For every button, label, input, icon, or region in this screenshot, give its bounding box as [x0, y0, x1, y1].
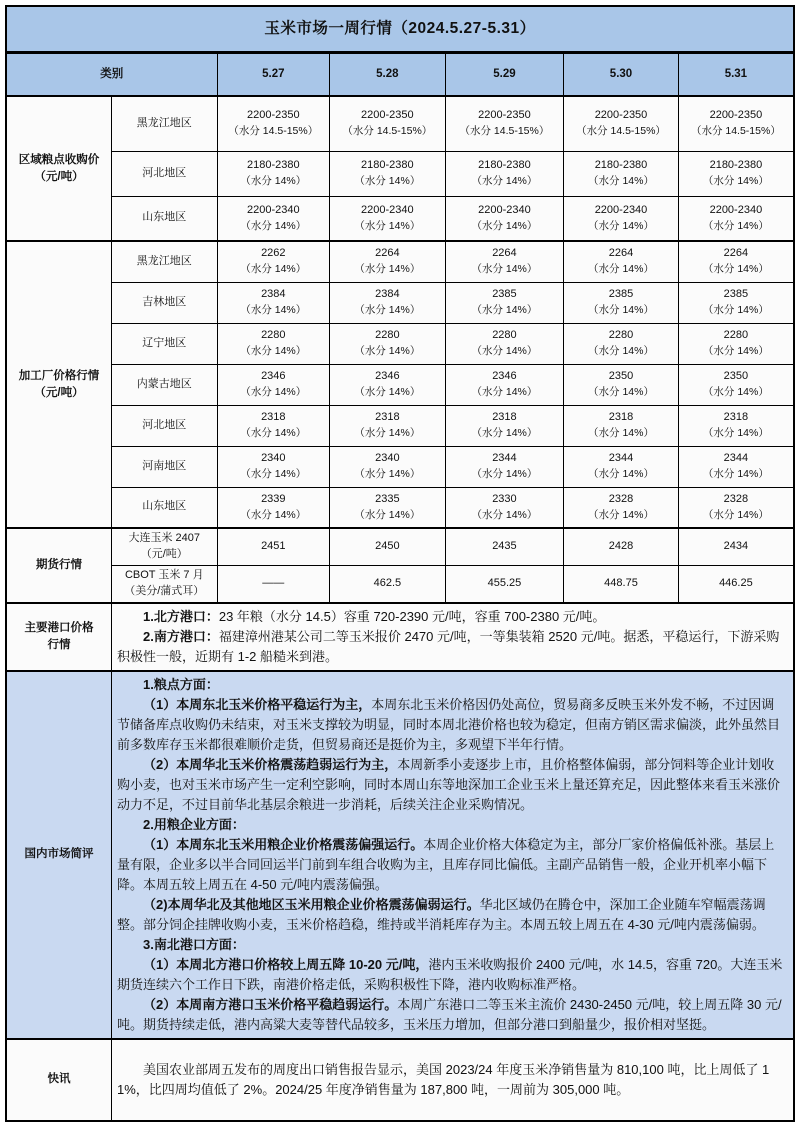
price-cell	[678, 323, 794, 364]
moisture-note: （水分 14%）	[240, 344, 307, 357]
price-cell	[564, 487, 679, 528]
price-value: 2346	[375, 369, 400, 382]
date-header-2: 5.28	[330, 53, 446, 97]
price-value: 2385	[723, 287, 749, 300]
price-cell	[330, 196, 446, 241]
region-label: 黑龙江地区	[112, 96, 218, 151]
price-cell	[678, 96, 794, 151]
price-cell	[217, 96, 330, 151]
table-row	[6, 364, 794, 405]
table-row	[6, 528, 794, 565]
price-value: 2384	[261, 287, 286, 300]
price-cell	[564, 96, 679, 151]
price-value: 2346	[261, 369, 286, 382]
paragraph-text: 本周企业价格大体稳定为主，部分厂家价格偏低补涨。基层上量有限，企业多以半合同回运半门前到车组合收购为主，且库存同比偏低。主副产品销售一般，企业开机率小幅下降。本周五较上周五在 4-50 元/吨内震荡偏强。	[117, 836, 775, 892]
commentary-paragraph	[117, 935, 787, 955]
moisture-note: （水分 14%）	[702, 508, 769, 521]
commentary-paragraph	[117, 995, 787, 1035]
price-value: 2200-2340	[361, 203, 414, 216]
table-row	[6, 603, 794, 671]
contract-name-line2: （美分/蒲式耳）	[124, 584, 205, 597]
moisture-note: （水分 14%）	[702, 467, 769, 480]
moisture-note: （水分 14%）	[702, 426, 769, 439]
paragraph-lead: （2)本周华北及其他地区玉米用粮企业价格震荡偏弱运行。	[143, 896, 480, 912]
commentary-content	[112, 671, 794, 1039]
price-value: 2200-2340	[247, 203, 300, 216]
price-cell	[330, 151, 446, 196]
moisture-note: （水分 14%）	[354, 344, 421, 357]
date-header-3: 5.29	[445, 53, 564, 97]
price-cell: 2428	[564, 528, 679, 565]
moisture-note: （水分 14%）	[471, 467, 538, 480]
price-value: 2340	[261, 451, 286, 464]
news-content	[112, 1039, 794, 1121]
moisture-note: （水分 14%）	[471, 263, 538, 276]
moisture-note: （水分 14%）	[702, 174, 769, 187]
moisture-note: （水分 14%）	[354, 426, 421, 439]
paragraph-text: 本周新季小麦逐步上市，且价格整体偏弱，部分饲料等企业计划收购小麦，也对玉米市场产生一定利空影响，同时本周山东等地深加工企业玉米上量还算充足，因此整体来看玉米涨价动力不足，不过目前华北基层余粮进一步消耗，后续关注企业采购情况。	[117, 756, 781, 812]
price-value: 2350	[723, 369, 749, 382]
section-label-line2: 行情	[47, 638, 71, 651]
price-value: 2180-2380	[594, 158, 648, 171]
futures-contract-label	[112, 528, 218, 565]
moisture-note: （水分 14%）	[354, 263, 421, 276]
price-cell	[564, 323, 679, 364]
price-cell	[330, 241, 446, 282]
price-value: 2262	[261, 247, 286, 260]
section-label-line2: （元/吨）	[34, 170, 84, 183]
moisture-note: （水分 14%）	[354, 508, 421, 521]
price-cell: 2434	[678, 528, 794, 565]
price-cell: ——	[217, 565, 330, 602]
price-cell	[564, 446, 679, 487]
price-value: 2385	[608, 287, 634, 300]
moisture-note: （水分 14%）	[354, 303, 421, 316]
paragraph-text: 本周东北玉米价格因仍处高位，贸易商多反映玉米外发不畅，不过因调节储备库点收购仍未结束，对玉米支撑较为明显，同时本周北港价格也较为稳定，但南方销区需求偏淡，此外虽然目前多数库存玉米都很难顺价走货，但贸易商还是挺价为主，多观望下半年行情。	[117, 696, 781, 752]
price-cell	[678, 282, 794, 323]
section-label-factory-price	[6, 241, 112, 528]
title-row	[6, 6, 794, 53]
price-cell: 448.75	[564, 565, 679, 602]
moisture-note: （水分 14.5-15%）	[228, 125, 319, 138]
price-value: 2264	[375, 247, 400, 260]
paragraph-lead: 1.北方港口：	[143, 608, 219, 624]
futures-contract-label	[112, 565, 218, 602]
moisture-note: （水分 14.5-15%）	[342, 125, 433, 138]
ports-paragraph	[117, 607, 787, 627]
price-cell	[678, 405, 794, 446]
price-cell: 446.25	[678, 565, 794, 602]
price-cell	[217, 151, 330, 196]
price-value: 2200-2340	[478, 203, 531, 216]
price-cell	[330, 96, 446, 151]
price-cell	[217, 405, 330, 446]
price-cell	[330, 446, 446, 487]
paragraph-lead: 2.用粮企业方面：	[143, 816, 245, 832]
date-header-5: 5.31	[678, 53, 794, 97]
price-cell	[217, 446, 330, 487]
price-value: 2280	[492, 328, 517, 341]
paragraph-text: 本周广东港口二等玉米主流价 2430-2450 元/吨，较上周五降 30 元/吨。期货持续走低，港内高粱大麦等替代品较多，玉米压力增加，但部分港口到船量少，报价相对坚挺。	[117, 996, 782, 1032]
contract-name-line2: （元/吨）	[140, 547, 188, 560]
moisture-note: （水分 14%）	[471, 219, 538, 232]
price-value: 2264	[492, 247, 517, 260]
price-value: 2180-2380	[478, 158, 531, 171]
price-cell	[678, 487, 794, 528]
table-row	[6, 282, 794, 323]
moisture-note: （水分 14%）	[471, 426, 538, 439]
moisture-note: （水分 14%）	[588, 303, 654, 316]
price-cell	[330, 405, 446, 446]
price-value: 2280	[261, 328, 286, 341]
moisture-note: （水分 14%）	[471, 174, 538, 187]
moisture-note: （水分 14%）	[471, 508, 538, 521]
price-value: 2340	[375, 451, 400, 464]
moisture-note: （水分 14%）	[240, 174, 307, 187]
price-cell	[217, 282, 330, 323]
section-label-line1: 主要港口价格	[24, 622, 94, 635]
price-cell	[217, 487, 330, 528]
price-value: 2344	[723, 451, 749, 464]
price-value: 2328	[723, 492, 749, 505]
price-cell	[678, 151, 794, 196]
moisture-note: （水分 14%）	[240, 385, 307, 398]
table-row	[6, 1039, 794, 1121]
price-value: 2385	[492, 287, 517, 300]
moisture-note: （水分 14%）	[588, 263, 654, 276]
table-row	[6, 671, 794, 1039]
section-label-region-purchase	[6, 96, 112, 241]
contract-name-line1: 大连玉米 2407	[128, 532, 201, 544]
price-value: 2200-2350	[478, 109, 531, 122]
date-header-1: 5.27	[217, 53, 330, 97]
ports-paragraph	[117, 627, 787, 667]
table-row	[6, 323, 794, 364]
region-label: 内蒙古地区	[112, 364, 218, 405]
moisture-note: （水分 14%）	[471, 303, 538, 316]
price-cell	[564, 364, 679, 405]
price-value: 2330	[492, 492, 517, 505]
paragraph-lead: 1.粮点方面：	[143, 676, 219, 692]
price-cell	[445, 446, 564, 487]
ports-content	[112, 603, 794, 671]
price-value: 2280	[608, 328, 634, 341]
corn-market-table	[5, 5, 795, 1122]
region-label: 吉林地区	[112, 282, 218, 323]
table-row	[6, 96, 794, 151]
paragraph-text: 23 年粮（水分 14.5）容重 720-2390 元/吨，容重 700-2380 元/吨。	[218, 608, 606, 624]
price-cell	[564, 196, 679, 241]
moisture-note: （水分 14%）	[702, 385, 769, 398]
price-cell	[564, 151, 679, 196]
moisture-note: （水分 14%）	[471, 344, 538, 357]
section-label-news: 快讯	[6, 1039, 112, 1121]
price-value: 2200-2350	[709, 109, 763, 122]
region-label: 山东地区	[112, 196, 218, 241]
price-value: 2318	[375, 410, 400, 423]
region-label: 辽宁地区	[112, 323, 218, 364]
commentary-paragraph	[117, 675, 787, 695]
region-label: 河北地区	[112, 405, 218, 446]
price-cell	[564, 405, 679, 446]
moisture-note: （水分 14%）	[354, 385, 421, 398]
price-cell	[330, 364, 446, 405]
region-label: 黑龙江地区	[112, 241, 218, 282]
price-cell	[217, 323, 330, 364]
table-row	[6, 446, 794, 487]
commentary-paragraph	[117, 835, 787, 895]
moisture-note: （水分 14%）	[240, 303, 307, 316]
moisture-note: （水分 14%）	[240, 426, 307, 439]
moisture-note: （水分 14.5-15%）	[690, 125, 781, 138]
price-value: 2328	[608, 492, 634, 505]
price-value: 2200-2350	[361, 109, 414, 122]
moisture-note: （水分 14%）	[702, 303, 769, 316]
price-cell	[445, 241, 564, 282]
moisture-note: （水分 14%）	[702, 219, 769, 232]
price-value: 2264	[723, 247, 749, 260]
price-value: 2318	[492, 410, 517, 423]
price-cell	[678, 446, 794, 487]
paragraph-text: 福建漳州港某公司二等玉米报价 2470 元/吨，一等集装箱 2520 元/吨。据悉，平稳运行，下游采购积极性一般，近期有 1-2 船糙米到港。	[117, 628, 780, 664]
price-cell	[445, 196, 564, 241]
commentary-paragraph	[117, 955, 787, 995]
price-value: 2200-2340	[709, 203, 763, 216]
price-cell	[217, 241, 330, 282]
price-value: 2200-2350	[247, 109, 300, 122]
commentary-paragraph	[117, 815, 787, 835]
paragraph-lead: （1）本周北方港口价格较上周五降 10-20 元/吨，	[143, 956, 429, 972]
price-value: 2280	[375, 328, 400, 341]
price-cell	[445, 405, 564, 446]
paragraph-lead: （1）本周东北玉米价格平稳运行为主，	[143, 696, 372, 712]
price-value: 2344	[608, 451, 634, 464]
price-value: 2384	[375, 287, 400, 300]
price-cell	[445, 96, 564, 151]
moisture-note: （水分 14%）	[240, 467, 307, 480]
commentary-paragraph	[117, 755, 787, 815]
price-value: 2318	[723, 410, 749, 423]
moisture-note: （水分 14%）	[588, 174, 654, 187]
moisture-note: （水分 14.5-15%）	[459, 125, 550, 138]
paragraph-lead: （1）本周东北玉米用粮企业价格震荡偏强运行。	[143, 836, 424, 852]
price-cell	[678, 364, 794, 405]
date-header-4: 5.30	[564, 53, 679, 97]
moisture-note: （水分 14%）	[354, 219, 421, 232]
section-label-futures: 期货行情	[6, 528, 112, 603]
category-header: 类别	[6, 53, 217, 97]
price-cell	[678, 241, 794, 282]
price-value: 2200-2350	[594, 109, 648, 122]
region-label: 山东地区	[112, 487, 218, 528]
price-cell	[564, 282, 679, 323]
commentary-paragraph	[117, 695, 787, 755]
price-cell: 2435	[445, 528, 564, 565]
table-row	[6, 487, 794, 528]
table-row	[6, 565, 794, 602]
price-value: 2200-2340	[594, 203, 648, 216]
header-row	[6, 53, 794, 97]
price-cell: 2451	[217, 528, 330, 565]
contract-name-line1: CBOT 玉米 7 月	[124, 568, 204, 581]
price-cell	[678, 196, 794, 241]
price-value: 2280	[723, 328, 749, 341]
price-cell	[445, 151, 564, 196]
price-cell	[330, 487, 446, 528]
moisture-note: （水分 14%）	[702, 263, 769, 276]
price-cell	[330, 282, 446, 323]
price-cell	[217, 364, 330, 405]
commentary-paragraph	[117, 895, 787, 935]
moisture-note: （水分 14.5-15%）	[576, 125, 666, 138]
moisture-note: （水分 14%）	[240, 508, 307, 521]
moisture-note: （水分 14%）	[471, 385, 538, 398]
paragraph-text: 港内玉米收购报价 2400 元/吨，水 14.5，容重 720。大连玉米期货连续六个工作日下跌，南港价格走低，采购积极性下降，港内收购标准严格。	[117, 956, 783, 992]
moisture-note: （水分 14%）	[702, 344, 769, 357]
price-value: 2180-2380	[709, 158, 763, 171]
moisture-note: （水分 14%）	[588, 467, 654, 480]
paragraph-lead: （2）本周南方港口玉米价格平稳趋弱运行。	[143, 996, 398, 1012]
price-cell	[217, 196, 330, 241]
region-label: 河南地区	[112, 446, 218, 487]
price-cell	[330, 323, 446, 364]
moisture-note: （水分 14%）	[588, 344, 654, 357]
price-value: 2318	[608, 410, 634, 423]
moisture-note: （水分 14%）	[588, 385, 654, 398]
section-label-line1: 区域粮点收购价	[18, 153, 100, 166]
moisture-note: （水分 14%）	[588, 219, 654, 232]
price-value: 2350	[608, 369, 634, 382]
section-label-line1: 加工厂价格行情	[18, 369, 100, 382]
moisture-note: （水分 14%）	[240, 263, 307, 276]
section-label-line2: （元/吨）	[34, 386, 84, 399]
price-value: 2335	[375, 492, 400, 505]
table-row	[6, 405, 794, 446]
moisture-note: （水分 14%）	[354, 174, 421, 187]
price-cell	[445, 323, 564, 364]
table-row	[6, 196, 794, 241]
moisture-note: （水分 14%）	[588, 508, 654, 521]
section-label-ports	[6, 603, 112, 671]
page-title: 玉米市场一周行情（2024.5.27-5.31）	[6, 6, 794, 53]
price-value: 2344	[492, 451, 517, 464]
region-label: 河北地区	[112, 151, 218, 196]
price-cell	[564, 241, 679, 282]
news-paragraph: 美国农业部周五发布的周度出口销售报告显示，美国 2023/24 年度玉米净销售量为 810,100 吨，比上周低了 11%，比四周均值低了 2%。2024/25 年度净销售量为 187,800 吨，一周前为 305,000 吨。	[117, 1061, 770, 1097]
price-value: 2318	[261, 410, 286, 423]
table-row	[6, 151, 794, 196]
moisture-note: （水分 14%）	[240, 219, 307, 232]
price-value: 2180-2380	[361, 158, 414, 171]
moisture-note: （水分 14%）	[588, 426, 654, 439]
table-row	[6, 241, 794, 282]
paragraph-lead: （2）本周华北玉米价格震荡趋弱运行为主，	[143, 756, 398, 772]
price-cell: 462.5	[330, 565, 446, 602]
moisture-note: （水分 14%）	[354, 467, 421, 480]
price-cell	[445, 364, 564, 405]
section-label-commentary: 国内市场简评	[6, 671, 112, 1039]
price-value: 2346	[492, 369, 517, 382]
paragraph-lead: 2.南方港口：	[143, 628, 219, 644]
price-cell: 455.25	[445, 565, 564, 602]
price-value: 2180-2380	[247, 158, 300, 171]
price-cell: 2450	[330, 528, 446, 565]
price-value: 2264	[608, 247, 634, 260]
price-value: 2339	[261, 492, 286, 505]
paragraph-text: 华北区域仍在腾仓中，深加工企业随车窄幅震荡调整。部分饲企挂牌收购小麦，玉米价格趋稳，维持或半消耗库存为主。本周五较上周五在 4-30 元/吨内震荡偏弱。	[117, 896, 766, 932]
paragraph-lead: 3.南北港口方面：	[143, 936, 245, 952]
price-cell	[445, 487, 564, 528]
price-cell	[445, 282, 564, 323]
